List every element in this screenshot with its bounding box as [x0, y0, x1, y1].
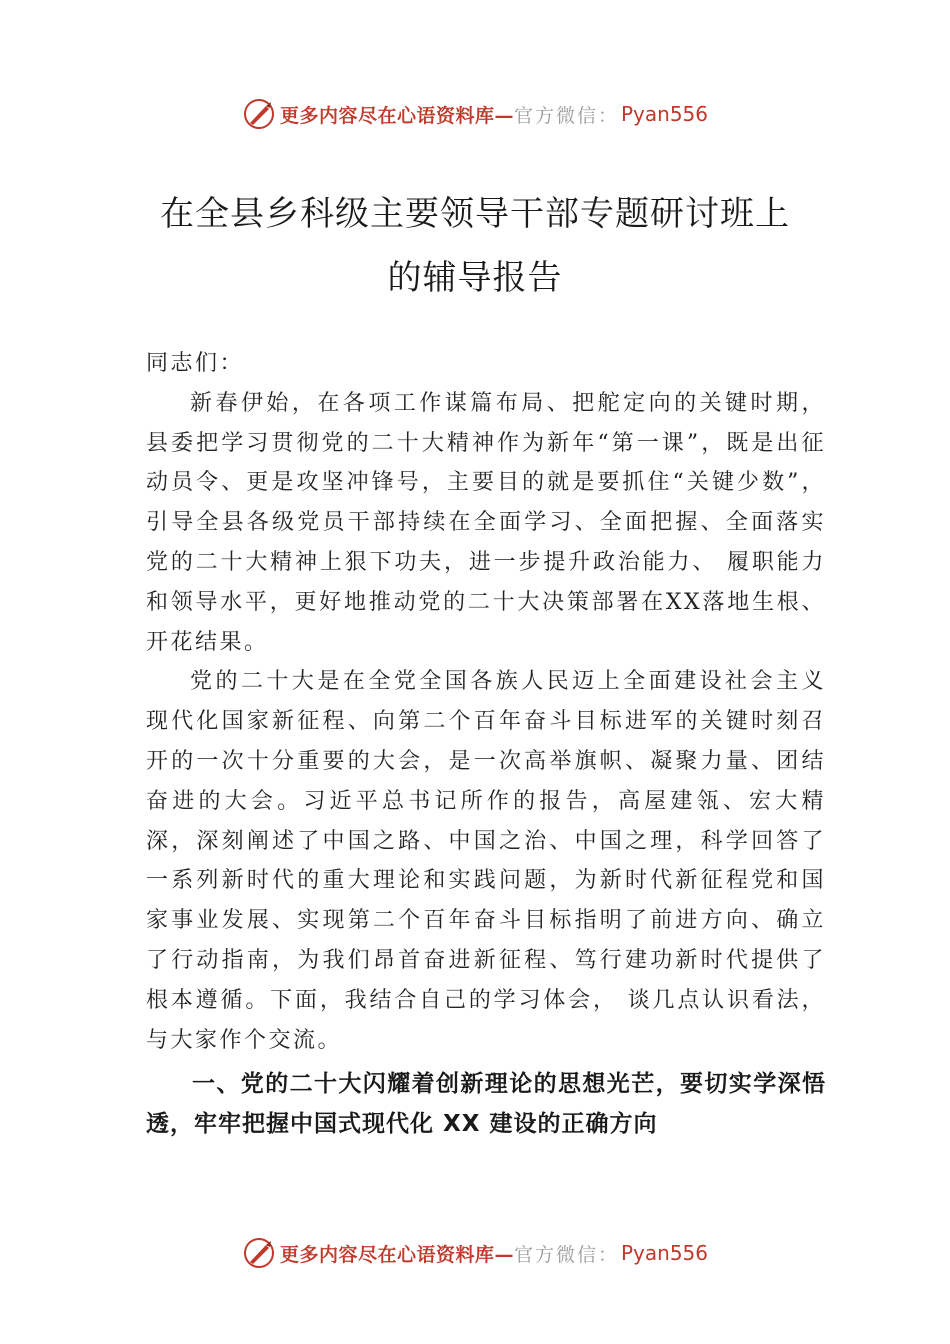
banner-text: 更多内容尽在心语资料库— [279, 1243, 514, 1266]
banner-wechat-id: Pyan556 [621, 1241, 709, 1265]
footer-watermark-banner [0, 1233, 950, 1273]
paragraph-1: 新春伊始，在各项工作谋篇布局、把舵定向的关键时期，县委把学习贯彻党的二十大精神作为新年“第一课”，既是出征动员令、更是攻坚冲锋号，主要目的就是要抓住“关键少数”，引导全县各级党员干部持续在全面学习、全面把握、全面落实党的二十大精神上狠下功夫，进一步提升政治能力、 履职能力和领导水平，更好地推动党的二十大决策部署在XX落地生根、开花结果。 [146, 390, 826, 655]
banner-wechat-label: 官方微信： [513, 104, 619, 127]
title-line-1: 在全县乡科级主要领导干部专题研讨班上 [160, 194, 790, 234]
title-line-2: 的辅导报告 [387, 258, 563, 298]
salutation: 同志们： [146, 351, 245, 376]
banner-wechat-id: Pyan556 [621, 102, 709, 126]
banner-text: 更多内容尽在心语资料库— [279, 104, 514, 127]
document-title [120, 182, 830, 310]
quill-logo-icon [242, 1236, 276, 1270]
quill-logo-icon [242, 97, 276, 131]
banner-wechat-label: 官方微信： [513, 1243, 619, 1266]
header-watermark-banner [0, 94, 950, 134]
paragraph-2: 党的二十大是在全党全国各族人民迈上全面建设社会主义现代化国家新征程、向第二个百年奋斗目标进军的关键时刻召开的一次十分重要的大会，是一次高举旗帜、凝聚力量、团结奋进的大会。习近平总书记所作的报告，高屋建瓴、宏大精深，深刻阐述了中国之路、中国之治、中国之理，科学回答了一系列新时代的重大理论和实践问题，为新时代新征程党和国家事业发展、实现第二个百年奋斗目标指明了前进方向、确立了行动指南，为我们昂首奋进新征程、笃行建功新时代提供了根本遵循。下面，我结合自己的学习体会， 谈几点认识看法，与大家作个交流。 [146, 669, 826, 1053]
section-heading-1: 一、党的二十大闪耀着创新理论的思想光芒，要切实学深悟透，牢牢把握中国式现代化 XX 建设的正确方向 [146, 1071, 826, 1138]
document-body [146, 344, 826, 1144]
